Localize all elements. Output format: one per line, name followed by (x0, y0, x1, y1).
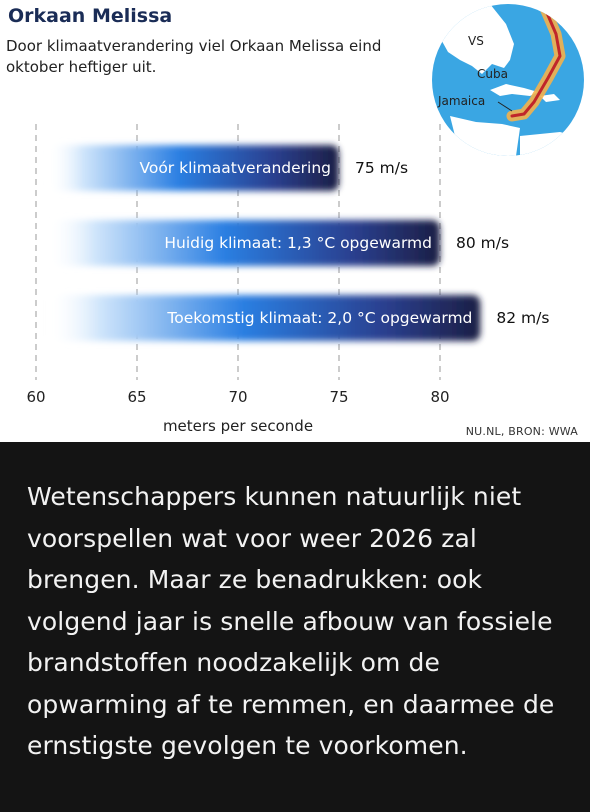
source-credit: NU.NL, BRON: WWA (465, 425, 578, 438)
map-label-cuba: Cuba (477, 67, 508, 81)
bar-category-label: Voór klimaatverandering (139, 159, 331, 177)
x-tick-label: 80 (430, 388, 450, 406)
article-paragraph: Wetenschappers kunnen natuurlijk niet voorspellen wat voor weer 2026 zal brengen. Maar ze benadrukken: ook volgend jaar is snelle afbouw van fossiele brandstoffen noodzakelijk om de opwarming af te remmen, en daarmee de ernstigste gevolgen te voorkomen. (27, 482, 555, 760)
graphic-subtitle: Door klimaatverandering viel Orkaan Melissa eind oktober heftiger uit. (6, 37, 382, 76)
article-section (0, 442, 590, 812)
bar-group (48, 220, 509, 266)
bar-category-label: Toekomstig klimaat: 2,0 °C opgewarmd (167, 309, 473, 327)
bar-value-label: 80 m/s (456, 234, 510, 252)
x-axis-label: meters per seconde (162, 417, 314, 435)
south-america-land (520, 132, 590, 156)
x-tick-label: 70 (228, 388, 248, 406)
chart-bars (48, 145, 549, 341)
graphic-title: Orkaan Melissa (8, 5, 173, 27)
x-tick-label: 65 (127, 388, 147, 406)
bar-value-label: 75 m/s (355, 159, 409, 177)
x-tick-label: 75 (329, 388, 349, 406)
bar-group (48, 145, 408, 191)
x-tick-label: 60 (26, 388, 46, 406)
bar-category-label: Huidig klimaat: 1,3 °C opgewarmd (164, 234, 432, 252)
bar-group (48, 295, 549, 341)
x-axis-ticks (26, 388, 449, 406)
map-label-jamaica: Jamaica (438, 94, 486, 108)
bar-value-label: 82 m/s (496, 309, 550, 327)
caribbean-map (420, 4, 590, 156)
map-label-vs: VS (468, 34, 484, 48)
